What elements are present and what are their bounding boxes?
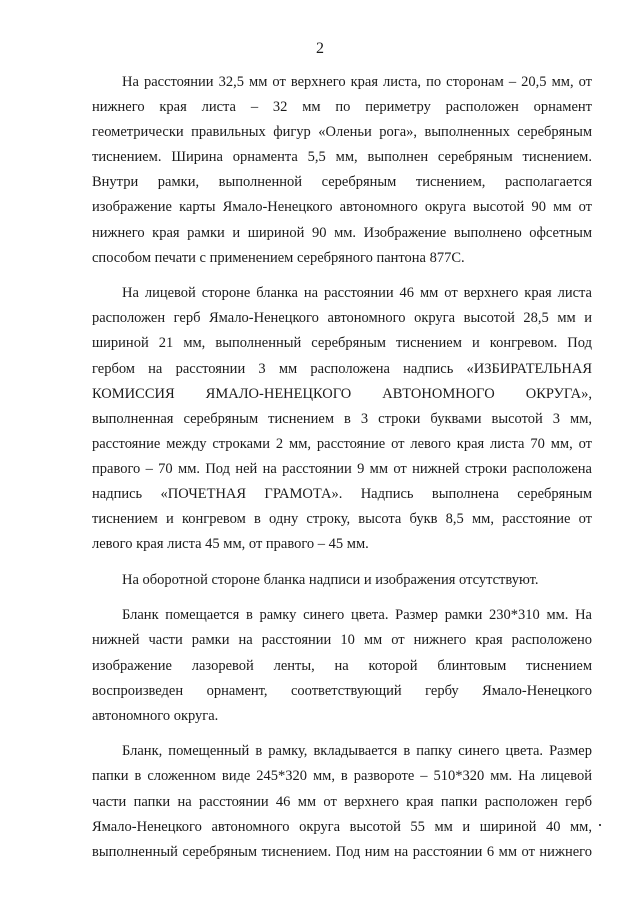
text-line: На оборотной стороне бланка надписи и изображения отсутствуют. (122, 571, 539, 588)
text-line: изображение лазоревой ленты, на которой блинтовым тиснением (92, 657, 592, 674)
document-body (92, 70, 592, 875)
text-line: нижней части рамки на расстоянии 10 мм от нижнего края расположено (92, 632, 592, 649)
page-number: 2 (316, 40, 324, 57)
text-line: Ямало-Ненецкого автономного округа высотой 55 мм и шириной 40 мм, (92, 818, 592, 835)
paragraph (92, 568, 592, 593)
text-line: нижнего края листа – 32 мм по периметру расположен орнамент (92, 99, 592, 116)
text-line: Бланк, помещенный в рамку, вкладывается в папку синего цвета. Размер (122, 743, 592, 760)
text-line: выполненная серебряным тиснением в 3 строки буквами высотой 3 мм, (92, 410, 592, 427)
text-line: расстояние между строками 2 мм, расстояние от левого края листа 70 мм, от (92, 435, 592, 452)
text-line: КОМИССИЯ ЯМАЛО-НЕНЕЦКОГО АВТОНОМНОГО ОКРУГА», (92, 385, 592, 402)
text-line: надпись «ПОЧЕТНАЯ ГРАМОТА». Надпись выполнена серебряным (92, 486, 592, 502)
text-line: части папки на расстоянии 46 мм от верхнего края папки расположен герб (92, 793, 592, 810)
paragraph (92, 70, 592, 271)
text-line: геометрически правильных фигур «Оленьи рога», выполненных серебряным (92, 124, 592, 141)
text-line: Бланк помещается в рамку синего цвета. Размер рамки 230*310 мм. На (122, 607, 592, 624)
paragraph (92, 739, 592, 864)
text-line: левого края листа 45 мм, от правого – 45 мм. (92, 536, 369, 553)
text-line: автономного округа. (92, 707, 219, 724)
text-line: На лицевой стороне бланка на расстоянии 46 мм от верхнего края листа (122, 285, 592, 302)
text-line: изображение карты Ямало-Ненецкого автономного округа высотой 90 мм от (92, 199, 592, 216)
text-line: На расстоянии 32,5 мм от верхнего края листа, по сторонам – 20,5 мм, от (122, 74, 592, 90)
paragraph (92, 603, 592, 728)
text-line: расположен герб Ямало-Ненецкого автономного округа высотой 28,5 мм и (92, 310, 592, 327)
text-line: папки в сложенном виде 245*320 мм, в развороте – 510*320 мм. На лицевой (92, 768, 592, 785)
text-line: нижнего края рамки и шириной 90 мм. Изображение выполнено офсетным (92, 224, 592, 241)
text-line: правого – 70 мм. Под ней на расстоянии 9 мм от нижней строки расположена (92, 460, 592, 477)
text-line: тиснением. Ширина орнамента 5,5 мм, выполнен серебряным тиснением. (92, 149, 592, 166)
text-line: тиснением и конгревом в одну строку, высота букв 8,5 мм, расстояние от (92, 511, 592, 528)
scan-speck (599, 824, 601, 826)
text-line: гербом на расстоянии 3 мм расположена надпись «ИЗБИРАТЕЛЬНАЯ (92, 360, 592, 377)
paragraph (92, 281, 592, 557)
text-line: способом печати с применением серебряного пантона 877С. (92, 249, 465, 266)
text-line: воспроизведен орнамент, соответствующий гербу Ямало-Ненецкого (92, 682, 592, 699)
text-line: шириной 21 мм, выполненный серебряным тиснением и конгревом. Под (92, 335, 592, 352)
text-line: выполненный серебряным тиснением. Под ним на расстоянии 6 мм от нижнего (92, 843, 592, 860)
text-line: Внутри рамки, выполненной серебряным тиснением, располагается (92, 174, 592, 191)
